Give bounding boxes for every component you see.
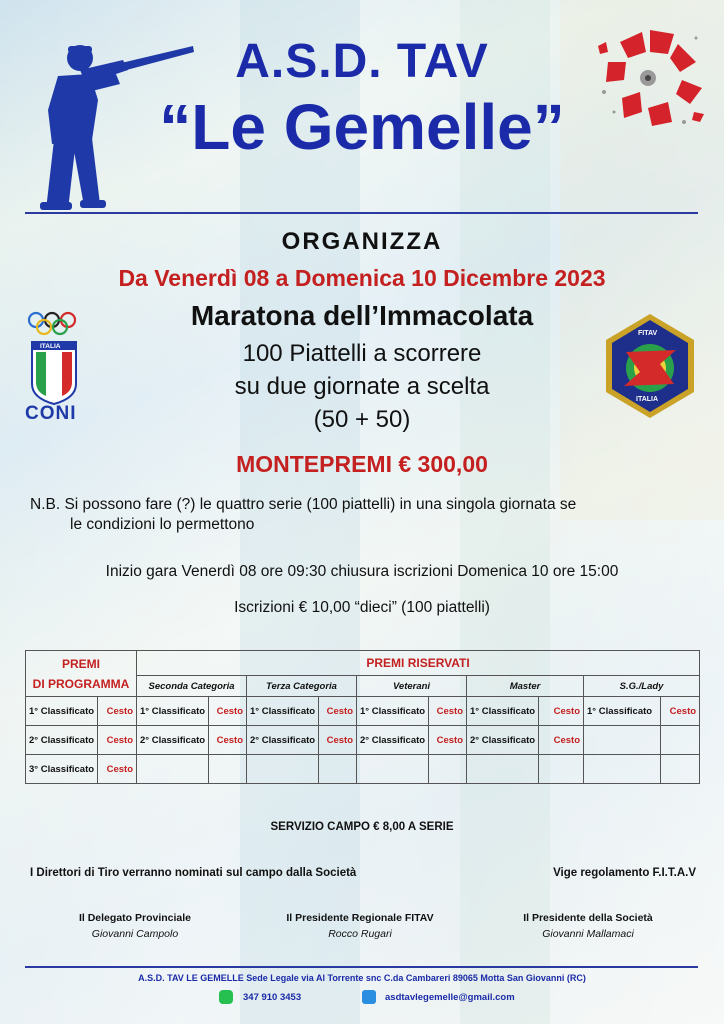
fitav-bottom-label: ITALIA [636,396,659,403]
category-header: Veterani [357,676,467,697]
start-info: Inizio gara Venerdì 08 ore 09:30 chiusura iscrizioni Domenica 10 ore 15:00 [105,563,619,580]
nb-note [30,495,702,535]
email-icon [362,990,376,1004]
directors-note: I Direttori di Tiro verranno nominati sul campo dalla Società [30,867,357,879]
footer-email [362,990,515,1004]
table-cell: 2° Classificato [137,726,209,755]
field-service-fee: SERVIZIO CAMPO € 8,00 A SERIE [270,821,454,833]
table-cell: Cesto [429,697,467,726]
phone-number[interactable]: 347 910 3453 [243,991,302,1003]
table-cell: 1° Classificato [357,697,429,726]
email-address[interactable]: asdtavlegemelle@gmail.com [385,991,515,1003]
table-cell [584,755,661,784]
premi-riservati-header: PREMI RISERVATI [137,651,700,676]
table-row [26,755,700,784]
category-header: S.G./Lady [584,676,700,697]
club-title-line2: “Le Gemelle” [159,91,565,163]
table-cell [357,755,429,784]
signature-block [478,912,698,940]
table-cell: 2° Classificato [357,726,429,755]
event-name: Maratona dell’Immacolata [190,300,534,331]
event-format-line2: su due giornate a scelta [234,373,490,400]
table-cell: Cesto [98,697,137,726]
table-cell [467,755,539,784]
table-cell [661,726,700,755]
header-divider [25,212,698,214]
organizza-heading: ORGANIZZA [281,228,443,255]
coni-shield-label: ITALIA [40,343,61,350]
table-cell: Cesto [539,697,584,726]
table-cell: 1° Classificato [26,697,98,726]
table-cell [661,755,700,784]
signature-role: Il Delegato Provinciale [78,912,192,924]
category-header: Seconda Categoria [137,676,247,697]
signature-name: Rocco Rugari [328,928,392,940]
table-cell [539,755,584,784]
footer-address: A.S.D. TAV LE GEMELLE Sede Legale via Al Torrente snc C.da Cambareri 89065 Motta San Giovanni (RC) [138,973,586,983]
table-cell: Cesto [98,755,137,784]
event-format-line3: (50 + 50) [313,406,411,433]
table-cell: 1° Classificato [584,697,661,726]
table-cell: Cesto [319,697,357,726]
registration-fee: Iscrizioni € 10,00 “dieci” (100 piattelli) [234,599,490,616]
table-cell: 2° Classificato [247,726,319,755]
table-cell [247,755,319,784]
event-format-line1: 100 Piattelli a scorrere [242,340,482,367]
prizes-table [25,650,700,784]
premi-programma-header [26,651,137,697]
fitav-logo [602,312,698,420]
signature-role: Il Presidente Regionale FITAV [286,912,434,924]
footer-divider [25,966,698,968]
nb-note-line2: le condizioni lo permettono [70,516,255,533]
whatsapp-icon [219,990,233,1004]
category-header: Terza Categoria [247,676,357,697]
category-header: Master [467,676,584,697]
signature-name: Giovanni Campolo [91,928,179,940]
table-cell: Cesto [429,726,467,755]
table-cell: Cesto [319,726,357,755]
table-cell [429,755,467,784]
premi-programma-line1: PREMI [62,656,101,671]
regulation-note: Vige regolamento F.I.T.A.V [553,867,696,879]
table-cell: 1° Classificato [247,697,319,726]
footer-phone [219,990,301,1004]
table-cell: 3° Classificato [26,755,98,784]
signature-role: Il Presidente della Società [523,912,653,924]
table-cell: Cesto [209,726,247,755]
table-cell [137,755,209,784]
table-cell: 1° Classificato [137,697,209,726]
table-cell: 2° Classificato [467,726,539,755]
table-row [26,726,700,755]
signature-block [25,912,245,940]
table-cell: Cesto [661,697,700,726]
coni-logo [22,308,86,424]
table-row [26,697,700,726]
signature-name: Giovanni Mallamaci [542,928,634,940]
table-cell: Cesto [98,726,137,755]
prize-pool: MONTEPREMI € 300,00 [236,451,488,477]
table-cell: 1° Classificato [467,697,539,726]
signature-block [250,912,470,940]
table-cell: 2° Classificato [26,726,98,755]
table-cell [319,755,357,784]
nb-note-line1: N.B. Si possono fare (?) le quattro serie (100 piattelli) in una singola giornata se [30,496,577,513]
table-cell [584,726,661,755]
table-cell: Cesto [209,697,247,726]
table-cell: Cesto [539,726,584,755]
club-title-line1: A.S.D. TAV [235,35,489,88]
table-cell [209,755,247,784]
fitav-label: FITAV [638,330,658,337]
premi-programma-line2: DI PROGRAMMA [32,676,130,691]
event-dates: Da Venerdì 08 a Domenica 10 Dicembre 2023 [118,265,606,291]
coni-label: CONI [25,403,77,424]
